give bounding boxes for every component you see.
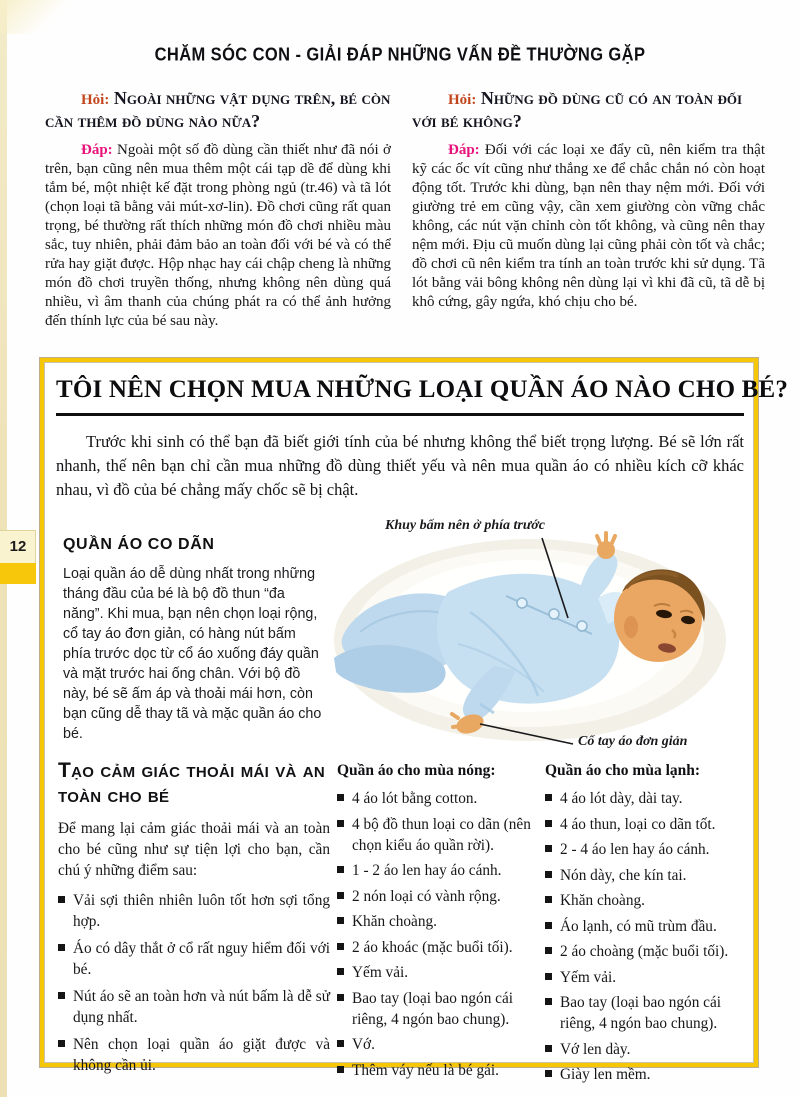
bullet-square-icon	[58, 1040, 65, 1047]
caption-cuff: Cổ tay áo đơn giản	[578, 734, 688, 749]
list-item	[58, 986, 330, 1028]
list-item	[545, 992, 752, 1034]
bullet-square-icon	[545, 998, 552, 1005]
bullet-square-icon	[545, 845, 552, 852]
baby-photo-illustration	[330, 512, 754, 764]
bullet-square-icon	[545, 794, 552, 801]
qa-column-left	[45, 88, 391, 331]
bullet-square-icon	[545, 1070, 552, 1077]
bullet-square-icon	[337, 892, 344, 899]
list-item-text: Giày len mềm.	[560, 1066, 651, 1083]
baby-photo	[330, 512, 754, 764]
page-tab-band	[0, 563, 36, 584]
list-item	[545, 788, 752, 809]
list-item	[545, 890, 752, 911]
list-item	[337, 988, 540, 1030]
list-item	[337, 911, 540, 932]
answer-left-text: Ngoài một số đồ dùng cần thiết như đã nói ở trên, bạn cũng nên mua thêm một cái tạp dề để dùng khi tắm bé, một nhiệt kế đặt trong phòng ngủ (tr.46) và tã lót (chọn loại tã bằng vải mút-xơ-lin). Đồ chơi cũng rất quan trọng, bé thường rất thích những món đồ chơi nhiều màu sắc, tuy nhiên, phải đảm bảo an toàn đối với bé và có thể rửa hay giặt được. Hộp nhạc hay cái chập cheng là những món đồ chơi truyền thống, nhưng không nên dùng quá nhiều, vì âm thanh của chúng phát ra có thể ảnh hưởng đến thính lực của bé sau này.	[45, 142, 391, 329]
bullet-square-icon	[337, 794, 344, 801]
list-item-text: Áo lạnh, có mũ trùm đầu.	[560, 917, 717, 935]
bullet-square-icon	[337, 866, 344, 873]
list-item-text: 4 áo thun, loại co dãn tốt.	[560, 815, 716, 833]
list-item	[337, 788, 540, 809]
list-item	[58, 938, 330, 980]
page-number: 12	[0, 530, 36, 563]
comfort-intro: Để mang lại cảm giác thoải mái và an toàn cho bé cũng như sự tiện lợi cho bạn, cần chú ý những điểm sau:	[58, 820, 330, 879]
list-item-text: Thêm váy nếu là bé gái.	[352, 1061, 499, 1079]
question-right	[412, 88, 765, 132]
question-left-text: Ngoài những vật dụng trên, bé còn cần thêm đồ dùng nào nữa?	[45, 88, 391, 131]
list-item	[545, 916, 752, 937]
bullet-square-icon	[337, 994, 344, 1001]
comfort-heading: Tạo cảm giác thoải mái và an toàn cho bé	[58, 759, 326, 807]
list-item-text: 4 áo lót dày, dài tay.	[560, 790, 683, 807]
hot-season-heading: Quần áo cho mùa nóng:	[337, 762, 496, 779]
bullet-square-icon	[337, 943, 344, 950]
list-item	[337, 937, 540, 958]
stretch-clothes-heading: QUẦN ÁO CO DÃN	[63, 536, 215, 553]
bullet-square-icon	[545, 973, 552, 980]
answer-right-text: Đối với các loại xe đẩy cũ, nên kiểm tra thật kỹ các ốc vít cũng như thắng xe để chắc chắn nó còn hoạt động tốt. Trước khi dùng, bạn nên thay nệm mới. Đối với giường trẻ em cũng vậy, cần xem giường còn vững chắc không, các nút vặn chỉnh còn tốt không, và cũng nên thay nệm mới. Địu cũ muốn dùng lại cũng phải còn tốt và chắc; đồ chơi cũ nên kiểm tra tính an toàn trước khi sử dụng. Tã lót bằng vải bông không nên dùng lại vì khi đã cũ, tã dễ bị khô cứng, gây ngứa, khó chịu cho bé.	[412, 142, 765, 310]
list-item-text: 2 áo khoác (mặc buổi tối).	[352, 938, 513, 956]
answer-label: Đáp:	[448, 142, 480, 158]
list-item-text: Yếm vải.	[560, 968, 617, 986]
qa-column-right	[412, 88, 765, 312]
bullet-square-icon	[337, 1040, 344, 1047]
list-item	[545, 1039, 752, 1060]
bullet-square-icon	[337, 968, 344, 975]
list-item-text: Áo có dây thắt ở cổ rất nguy hiểm đối với bé.	[73, 940, 330, 978]
answer-label: Đáp:	[81, 142, 113, 158]
question-left	[45, 88, 391, 132]
list-item-text: Yếm vải.	[352, 964, 409, 981]
list-item	[58, 1034, 330, 1076]
hot-season-section	[337, 762, 540, 1085]
list-item	[337, 1034, 540, 1055]
list-item-text: Vớ.	[352, 1036, 375, 1053]
list-item-text: 4 bộ đồ thun loại co dãn (nên chọn kiểu áo quần rời).	[352, 815, 531, 854]
bullet-square-icon	[58, 944, 65, 951]
question-label: Hỏi:	[81, 92, 110, 108]
list-item	[545, 865, 752, 886]
list-item	[337, 1060, 540, 1081]
cold-season-heading: Quần áo cho mùa lạnh:	[545, 762, 701, 779]
list-item-text: Khăn choàng.	[352, 913, 437, 930]
question-label: Hỏi:	[448, 92, 477, 108]
bullet-square-icon	[58, 992, 65, 999]
hot-season-list	[337, 788, 540, 1081]
question-right-text: Những đồ dùng cũ có an toàn đối với bé không?	[412, 88, 743, 131]
list-item-text: 4 áo lót bằng cotton.	[352, 790, 478, 807]
list-item-text: Vải sợi thiên nhiên luôn tốt hơn sợi tổng hợp.	[73, 892, 330, 930]
bullet-square-icon	[545, 871, 552, 878]
bullet-square-icon	[337, 1066, 344, 1073]
feature-box-title: TÔI NÊN CHỌN MUA NHỮNG LOẠI QUẦN ÁO NÀO CHO BÉ?	[56, 376, 744, 416]
bullet-square-icon	[545, 922, 552, 929]
comfort-section	[58, 758, 330, 1082]
list-item	[337, 814, 540, 856]
list-item	[337, 860, 540, 881]
caption-snaps: Khuy bấm nên ở phía trước	[385, 518, 545, 533]
list-item-text: Khăn choàng.	[560, 892, 645, 909]
bullet-square-icon	[545, 947, 552, 954]
feature-box-intro: Trước khi sinh có thể bạn đã biết giới tính của bé nhưng không thể biết trọng lượng. Bé sẽ lớn rất nhanh, thế nên bạn chỉ cần mua những đồ dùng thiết yếu và nên mua quần áo có nhiều kích cỡ khác nhau, vì đồ của bé chẳng mấy chốc sẽ bị chật.	[56, 432, 744, 499]
list-item-text: Nên chọn loại quần áo giặt được và không cần ủi.	[73, 1036, 330, 1074]
list-item	[545, 839, 752, 860]
list-item	[545, 967, 752, 988]
cold-season-section	[545, 762, 752, 1090]
list-item-text: Bao tay (loại bao ngón cái riêng, 4 ngón bao chung).	[352, 989, 513, 1028]
list-item	[545, 1064, 752, 1085]
bullet-square-icon	[58, 896, 65, 903]
list-item	[545, 941, 752, 962]
list-item-text: 2 nón loại có vành rộng.	[352, 887, 501, 905]
list-item-text: Bao tay (loại bao ngón cái riêng, 4 ngón bao chung).	[560, 994, 721, 1032]
list-item-text: 1 - 2 áo len hay áo cánh.	[352, 862, 502, 879]
list-item	[337, 886, 540, 907]
list-item-text: Nút áo sẽ an toàn hơn và nút bấm là dễ sử dụng nhất.	[73, 988, 330, 1026]
list-item-text: 2 áo choàng (mặc buổi tối).	[560, 943, 729, 960]
bullet-square-icon	[545, 1045, 552, 1052]
answer-right	[412, 141, 765, 312]
list-item	[58, 890, 330, 932]
bullet-square-icon	[545, 896, 552, 903]
list-item-text: Nón dày, che kín tai.	[560, 866, 687, 884]
bullet-square-icon	[545, 820, 552, 827]
bullet-square-icon	[337, 917, 344, 924]
cold-season-list	[545, 788, 752, 1085]
list-item	[545, 814, 752, 835]
running-header: CHĂM SÓC CON - GIẢI ĐÁP NHỮNG VẤN ĐỀ THƯỜNG GẶP	[154, 44, 646, 66]
list-item	[337, 962, 540, 983]
feature-box	[40, 358, 789, 1083]
bullet-square-icon	[337, 820, 344, 827]
answer-left	[45, 141, 391, 331]
list-item-text: 2 - 4 áo len hay áo cánh.	[560, 841, 710, 858]
page-number-tab	[0, 530, 36, 584]
list-item-text: Vớ len dày.	[560, 1040, 631, 1058]
stretch-clothes-body: Loại quần áo dễ dùng nhất trong những tháng đầu của bé là bộ đồ thun “đa năng”. Khi mua, bạn nên chọn loại rộng, cổ tay áo đơn giản, có hàng nút bấm phía trước dọc từ cổ áo xuống đáy quần và mặt trước hai ống chân. Với bộ đồ này, bé sẽ ấm áp và thoải mái hơn, còn bạn cũng dễ thay tã và mặc quần áo cho bé.	[63, 566, 322, 742]
scanned-page-corner	[0, 0, 70, 34]
comfort-list	[58, 890, 330, 1076]
